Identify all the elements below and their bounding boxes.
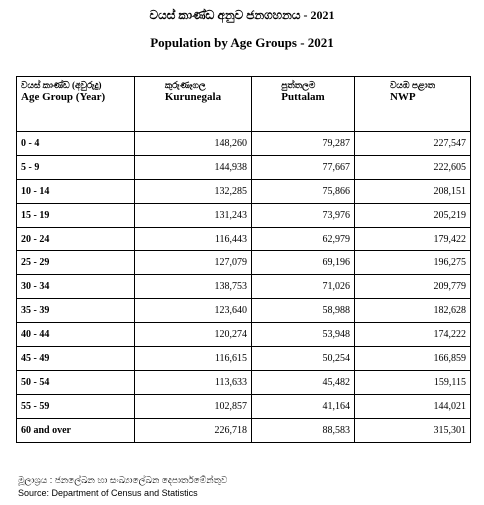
header-label-sinhala: වයස් කාණ්ඩ (අවුරුදු) xyxy=(21,80,102,90)
puttalam-cell: 75,866 xyxy=(252,179,355,203)
puttalam-cell: 71,026 xyxy=(252,275,355,299)
header-label: Age Group (Year) xyxy=(21,91,106,103)
nwp-cell: 315,301 xyxy=(355,418,471,442)
table-row xyxy=(17,179,471,203)
table-header xyxy=(17,77,471,132)
kurunegala-cell: 132,285 xyxy=(135,179,252,203)
header-label-sinhala: වයඹ පළාත xyxy=(389,80,436,90)
age-cell: 25 - 29 xyxy=(17,251,135,275)
table-row xyxy=(17,323,471,347)
age-cell: 10 - 14 xyxy=(17,179,135,203)
kurunegala-cell: 131,243 xyxy=(135,203,252,227)
puttalam-cell: 77,667 xyxy=(252,155,355,179)
nwp-cell: 182,628 xyxy=(355,299,471,323)
nwp-cell: 144,021 xyxy=(355,394,471,418)
puttalam-cell: 88,583 xyxy=(252,418,355,442)
kurunegala-cell: 116,615 xyxy=(135,347,252,371)
age-cell: 15 - 19 xyxy=(17,203,135,227)
kurunegala-cell: 148,260 xyxy=(135,132,252,156)
header-label-sinhala: කුරුණෑගල xyxy=(164,80,206,90)
nwp-cell: 174,222 xyxy=(355,323,471,347)
table-row xyxy=(17,132,471,156)
puttalam-cell: 41,164 xyxy=(252,394,355,418)
header-kurunegala xyxy=(135,77,252,132)
puttalam-cell: 45,482 xyxy=(252,370,355,394)
age-cell: 30 - 34 xyxy=(17,275,135,299)
puttalam-cell: 79,287 xyxy=(252,132,355,156)
age-cell: 0 - 4 xyxy=(17,132,135,156)
nwp-cell: 196,275 xyxy=(355,251,471,275)
nwp-cell: 166,859 xyxy=(355,347,471,371)
nwp-cell: 179,422 xyxy=(355,227,471,251)
header-age-group xyxy=(17,77,135,132)
nwp-cell: 205,219 xyxy=(355,203,471,227)
puttalam-cell: 50,254 xyxy=(252,347,355,371)
age-cell: 20 - 24 xyxy=(17,227,135,251)
header-label: Kurunegala xyxy=(164,91,222,103)
nwp-cell: 222,605 xyxy=(355,155,471,179)
header-label: Puttalam xyxy=(281,91,325,103)
table-row xyxy=(17,299,471,323)
table-row xyxy=(17,275,471,299)
header-puttalam xyxy=(252,77,355,132)
table-body xyxy=(17,132,471,443)
nwp-cell: 209,779 xyxy=(355,275,471,299)
age-cell: 45 - 49 xyxy=(17,347,135,371)
age-cell: 55 - 59 xyxy=(17,394,135,418)
puttalam-cell: 73,976 xyxy=(252,203,355,227)
kurunegala-cell: 138,753 xyxy=(135,275,252,299)
puttalam-cell: 53,948 xyxy=(252,323,355,347)
table-row xyxy=(17,227,471,251)
kurunegala-cell: 113,633 xyxy=(135,370,252,394)
puttalam-cell: 62,979 xyxy=(252,227,355,251)
population-table xyxy=(16,76,471,443)
puttalam-cell: 69,196 xyxy=(252,251,355,275)
age-cell: 5 - 9 xyxy=(17,155,135,179)
nwp-cell: 208,151 xyxy=(355,179,471,203)
page-title-sinhala: වයස් කාණ්ඩ අනුව ජනගහනය - 2021 xyxy=(149,8,335,22)
age-cell: 35 - 39 xyxy=(17,299,135,323)
kurunegala-cell: 226,718 xyxy=(135,418,252,442)
table-row xyxy=(17,418,471,442)
header-label-sinhala: පුත්තලම xyxy=(281,80,316,90)
header-nwp xyxy=(355,77,471,132)
puttalam-cell: 58,988 xyxy=(252,299,355,323)
header-label: NWP xyxy=(389,91,416,103)
kurunegala-cell: 102,857 xyxy=(135,394,252,418)
source-note-sinhala: මූලාශ්‍රය : ජනලේඛන හා සංඛ්‍යාලේඛන දෙපාර්තමේන්තුව xyxy=(18,475,228,485)
kurunegala-cell: 144,938 xyxy=(135,155,252,179)
header-row xyxy=(17,77,471,132)
kurunegala-cell: 120,274 xyxy=(135,323,252,347)
table-row xyxy=(17,203,471,227)
table-row xyxy=(17,394,471,418)
nwp-cell: 159,115 xyxy=(355,370,471,394)
page-title: Population by Age Groups - 2021 xyxy=(150,35,334,50)
age-cell: 60 and over xyxy=(17,418,135,442)
age-cell: 50 - 54 xyxy=(17,370,135,394)
kurunegala-cell: 123,640 xyxy=(135,299,252,323)
kurunegala-cell: 116,443 xyxy=(135,227,252,251)
kurunegala-cell: 127,079 xyxy=(135,251,252,275)
source-note: Source: Department of Census and Statistics xyxy=(18,488,198,498)
age-cell: 40 - 44 xyxy=(17,323,135,347)
table-row xyxy=(17,155,471,179)
nwp-cell: 227,547 xyxy=(355,132,471,156)
table-row xyxy=(17,370,471,394)
table-row xyxy=(17,251,471,275)
table-row xyxy=(17,347,471,371)
